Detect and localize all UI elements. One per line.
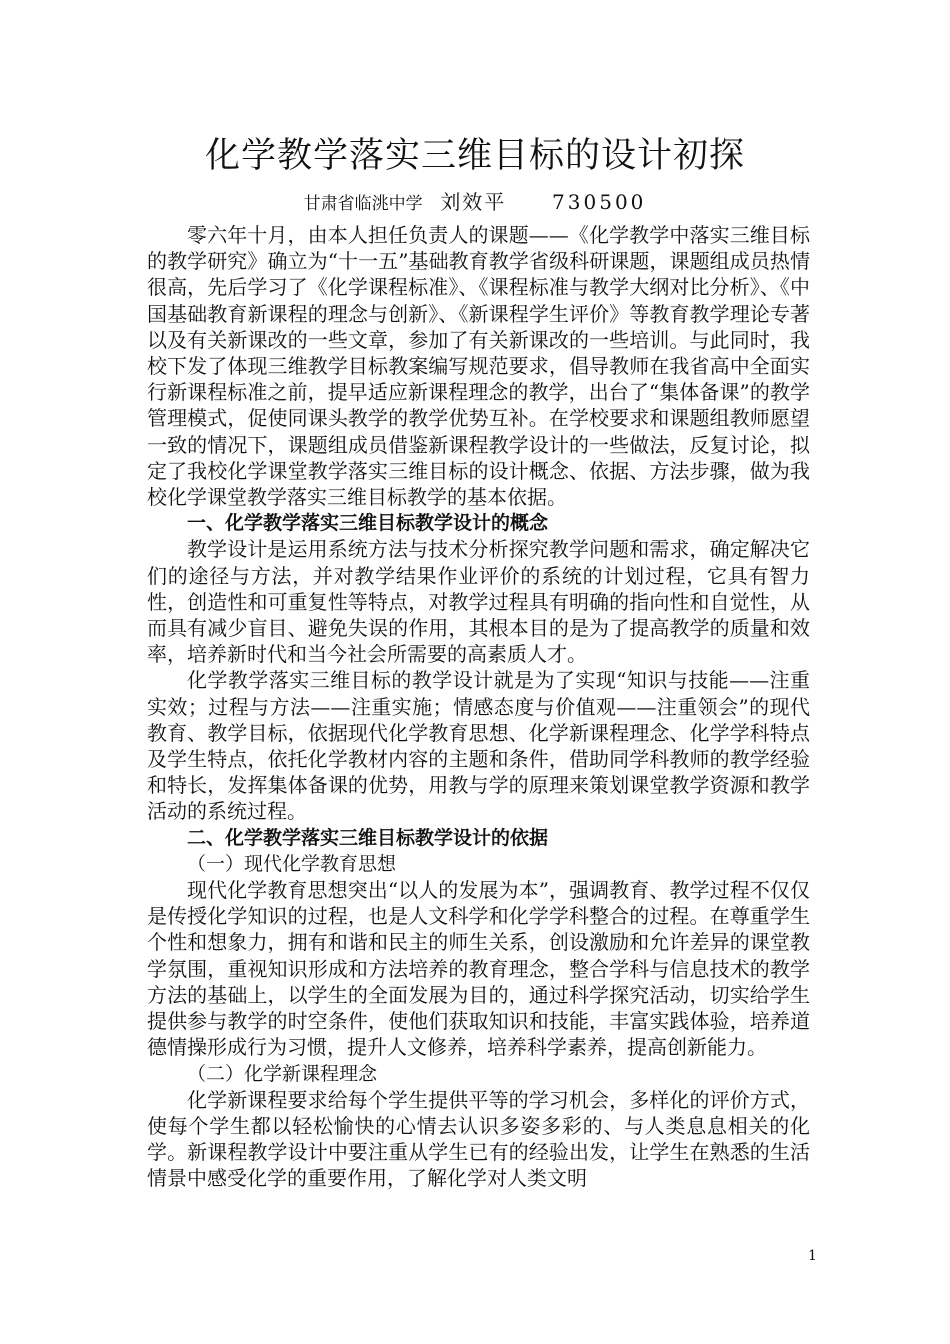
subsection-heading: （二）化学新课程理念 (187, 1062, 378, 1085)
paragraph: 教学设计是运用系统方法与技术分析探究教学问题和需求，确定解决它们的途径与方法，并对教学结果作业评价的系统的计划过程，它具有智力性，创造性和可重复性等特点，对教学过程具有明确的指向性和自觉性，从而具有减少盲目、避免失误的作用，其根本目的是为了提高教学的质量和效率，培养新时代和当今社会所需要的高素质人才。 (147, 537, 810, 667)
paragraph: 现代化学教育思想突出“以人的发展为本”，强调教育、教学过程不仅仅是传授化学知识的过程，也是人文科学和化学学科整合的过程。在尊重学生个性和想象力，拥有和谐和民主的师生关系，创设激励和允许差异的课堂教学氛围，重视知识形成和方法培养的教育理念，整合学科与信息技术的教学方法的基础上，以学生的全面发展为目的，通过科学探究活动，切实给学生提供参与教学的时空条件，使他们获取知识和技能，丰富实践体验，培养道德情操形成行为习惯，提升人文修养，培养科学素养，提高创新能力。 (147, 878, 810, 1060)
byline (0, 186, 950, 215)
postal-code: 730500 (552, 190, 647, 214)
section-heading: 二、化学教学落实三维目标教学设计的依据 (187, 826, 549, 849)
paragraph: 化学教学落实三维目标的教学设计就是为了实现“知识与技能——注重实效；过程与方法——注重实施；情感态度与价值观——注重领会”的现代教育、教学目标，依据现代化学教育思想、化学新课程理念、化学学科特点及学生特点，依托化学教材内容的主题和条件，借助同学科教师的教学经验和特长，发挥集体备课的优势，用教与学的原理来策划课堂教学资源和教学活动的系统过程。 (147, 668, 810, 824)
paragraph: 化学新课程要求给每个学生提供平等的学习机会，多样化的评价方式，使每个学生都以轻松愉快的心情去认识多姿多彩的、与人类息息相关的化学。新课程教学设计中要注重从学生已有的经验出发，让学生在熟悉的生活情景中感受化学的重要作用，了解化学对人类文明 (147, 1087, 810, 1191)
subsection-heading: （一）现代化学教育思想 (187, 852, 397, 875)
page-number: 1 (808, 1248, 817, 1264)
paragraph: 零六年十月，由本人担任负责人的课题——《化学教学中落实三维目标的教学研究》确立为“十一五”基础教育教学省级科研课题，课题组成员热情很高，先后学习了《化学课程标准》、《课程标准与教学大纲对比分析》、《中国基础教育新课程的理念与创新》、《新课程学生评价》等教育教学理论专著以及有关新课改的一些文章，参加了有关新课改的一些培训。与此同时，我校下发了体现三维教学目标教案编写规范要求，倡导教师在我省高中全面实行新课程标准之前，提早适应新课程理念的教学，出台了“集体备课”的教学管理模式，促使同课头教学的教学优势互补。在学校要求和课题组教师愿望一致的情况下，课题组成员借鉴新课程教学设计的一些做法，反复讨论，拟定了我校化学课堂教学落实三维目标的设计概念、依据、方法步骤，做为我校化学课堂教学落实三维目标教学的基本依据。 (147, 223, 810, 510)
author-name: 刘效平 (440, 190, 507, 214)
document-body (147, 222, 810, 1192)
school-name: 甘肃省临洮中学 (303, 194, 423, 214)
section-heading: 一、化学教学落实三维目标教学设计的概念 (187, 512, 549, 535)
document-title: 化学教学落实三维目标的设计初探 (204, 136, 745, 176)
